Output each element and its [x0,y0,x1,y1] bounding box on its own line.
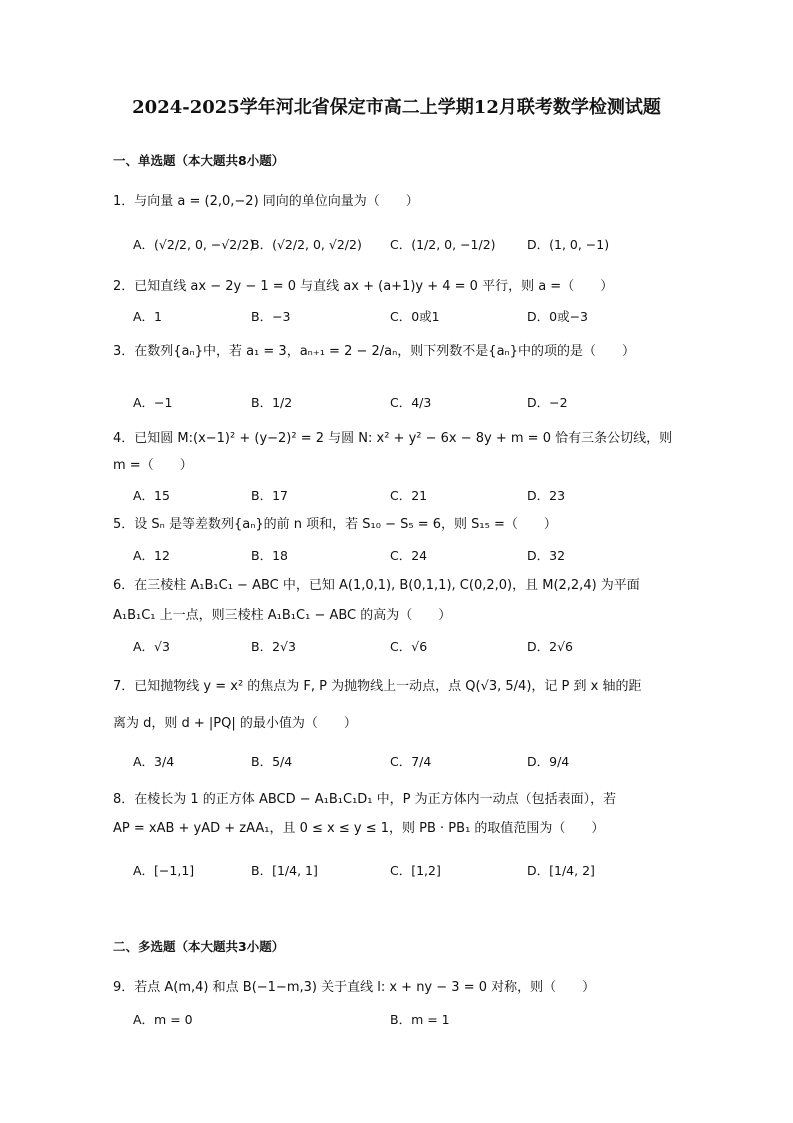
question-2: 2．已知直线 ax − 2y − 1 = 0 与直线 ax + (a+1)y + 4 = 0 平行，则 a =（ ） [113,279,614,294]
question-1: 1．与向量 a = (2,0,−2) 同向的单位向量为（ ） [113,194,419,209]
section-single-choice: 一、单选题（本大题共8小题） [113,153,285,168]
question-3: 3．在数列{aₙ}中，若 a₁ = 3，aₙ₊₁ = 2 − 2/aₙ，则下列数不是{aₙ}中的项的是（ ） [113,344,635,359]
q7-option-a: A．3/4 [133,754,175,769]
question-5: 5．设 Sₙ 是等差数列{aₙ}的前 n 项和，若 S₁₀ − S₅ = 6，则 S₁₅ =（ ） [113,517,557,532]
q3-option-d: D．−2 [527,395,568,410]
page-title: 2024-2025学年河北省保定市高二上学期12月联考数学检测试题 [132,97,661,118]
q1-option-b: B．(√2/2, 0, √2/2) [251,237,362,252]
question-7-line-2: 离为 d，则 d + |PQ| 的最小值为（ ） [113,716,357,731]
q8-option-b: B．[1/4, 1] [251,863,318,878]
q9-option-a: A．m = 0 [133,1012,193,1027]
q4-option-d: D．23 [527,488,566,503]
q1-option-c: C．(1/2, 0, −1/2) [390,237,496,252]
q6-option-d: D．2√6 [527,639,573,654]
q4-option-c: C．21 [390,488,428,503]
q3-option-c: C．4/3 [390,395,432,410]
q7-option-b: B．5/4 [251,754,293,769]
question-4: 4．已知圆 M:(x−1)² + (y−2)² = 2 与圆 N: x² + y² − 6x − 8y + m = 0 恰有三条公切线，则 [113,431,673,446]
q8-option-d: D．[1/4, 2] [527,863,595,878]
q1-option-a: A．(√2/2, 0, −√2/2) [133,237,255,252]
q2-option-b: B．−3 [251,309,291,324]
question-9: 9．若点 A(m,4) 和点 B(−1−m,3) 关于直线 l: x + ny − 3 = 0 对称，则（ ） [113,980,596,995]
q9-option-b: B．m = 1 [390,1012,450,1027]
q5-option-a: A．12 [133,548,170,563]
section-multiple-choice: 二、多选题（本大题共3小题） [113,939,285,954]
q2-option-d: D．0或−3 [527,309,589,324]
q3-option-b: B．1/2 [251,395,293,410]
q5-option-c: C．24 [390,548,428,563]
q1-option-d: D．(1, 0, −1) [527,237,610,252]
q4-option-b: B．17 [251,488,288,503]
q8-option-a: A．[−1,1] [133,863,195,878]
q8-option-c: C．[1,2] [390,863,441,878]
q5-option-d: D．32 [527,548,566,563]
question-8: 8．在棱长为 1 的正方体 ABCD − A₁B₁C₁D₁ 中，P 为正方体内一动点（包括表面），若 [113,792,617,807]
question-6-line-2: A₁B₁C₁ 上一点，则三棱柱 A₁B₁C₁ − ABC 的高为（ ） [113,608,452,623]
q4-option-a: A．15 [133,488,170,503]
q6-option-b: B．2√3 [251,639,296,654]
q2-option-a: A．1 [133,309,163,324]
q5-option-b: B．18 [251,548,288,563]
question-8-line-2: AP = xAB + yAD + zAA₁，且 0 ≤ x ≤ y ≤ 1，则 PB · PB₁ 的取值范围为（ ） [113,821,605,836]
q2-option-c: C．0或1 [390,309,440,324]
q6-option-c: C．√6 [390,639,428,654]
q7-option-d: D．9/4 [527,754,570,769]
question-6: 6．在三棱柱 A₁B₁C₁ − ABC 中，已知 A(1,0,1), B(0,1,1), C(0,2,0)，且 M(2,2,4) 为平面 [113,578,640,593]
q7-option-c: C．7/4 [390,754,432,769]
question-4-line-2: m =（ ） [113,458,193,473]
q6-option-a: A．√3 [133,639,170,654]
question-7: 7．已知抛物线 y = x² 的焦点为 F, P 为抛物线上一动点，点 Q(√3, 5/4)，记 P 到 x 轴的距 [113,679,642,694]
q3-option-a: A．−1 [133,395,173,410]
